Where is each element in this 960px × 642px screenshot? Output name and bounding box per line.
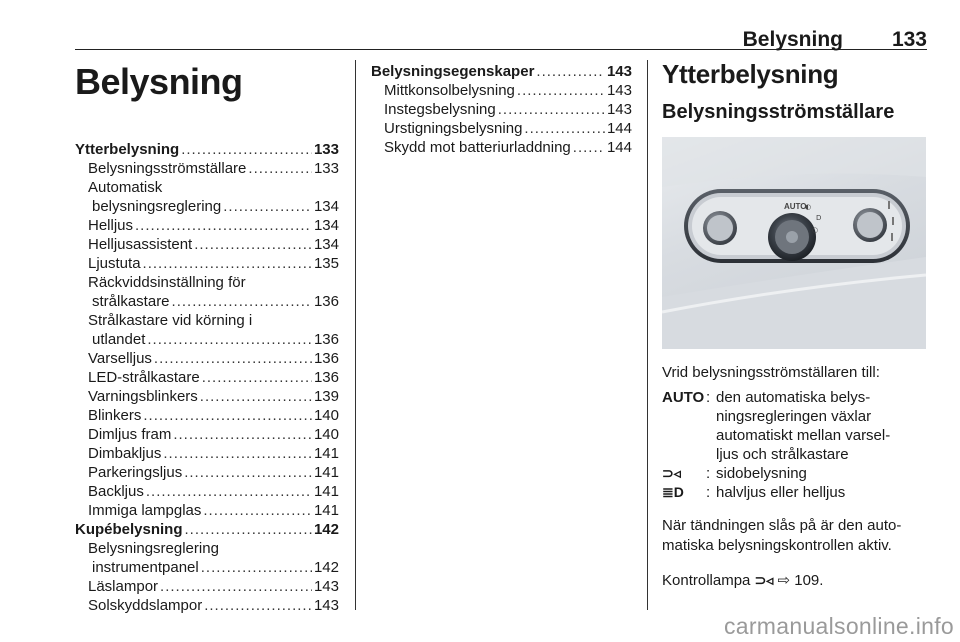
toc-entry[interactable] (75, 178, 339, 197)
section-heading: Ytterbelysning (662, 59, 839, 89)
column-1 (75, 62, 339, 615)
table-of-contents-continued (371, 62, 632, 157)
toc-leader-dots (181, 140, 312, 159)
toc-entry[interactable] (75, 596, 339, 615)
toc-entry[interactable] (75, 311, 339, 330)
toc-entry-title: Belysningsströmställare (88, 160, 247, 177)
toc-entry-title: Solskyddslampor (88, 597, 203, 614)
svg-text:◐: ◐ (805, 203, 812, 211)
switch-positions-list (662, 388, 926, 502)
toc-entry-page: 139 (313, 388, 339, 405)
toc-entry-title: Strålkastare vid körning i (88, 312, 253, 329)
toc-leader-dots (203, 501, 312, 520)
definition-value: halvljus eller helljus (716, 484, 846, 501)
toc-entry-title: Helljusassistent (88, 236, 193, 253)
toc-entry-title: Helljus (88, 217, 134, 234)
toc-entry-page: 134 (313, 236, 339, 253)
toc-leader-dots (173, 425, 312, 444)
toc-leader-dots (147, 330, 312, 349)
subsection-heading: Belysningsströmställare (662, 101, 895, 123)
toc-entry-page: 141 (313, 502, 339, 519)
toc-entry[interactable] (371, 100, 632, 119)
toc-entry-page: 143 (606, 63, 632, 80)
toc-entry-title: Räckviddsinställning för (88, 274, 246, 291)
toc-entry-page: 142 (313, 559, 339, 576)
toc-entry-title: LED-strålkastare (88, 369, 200, 386)
toc-leader-dots (154, 349, 312, 368)
toc-leader-dots (184, 463, 312, 482)
toc-entry[interactable] (75, 501, 339, 520)
toc-entry-page: 143 (313, 578, 339, 595)
column-divider (647, 60, 648, 610)
toc-entry-title: instrumentpanel (92, 559, 199, 576)
parking-lights-icon: ⊃◃ (662, 465, 681, 481)
toc-entry[interactable] (75, 387, 339, 406)
toc-leader-dots (143, 406, 312, 425)
toc-entry[interactable] (75, 254, 339, 273)
indicator-reference: Kontrollampa ⊃◃ ⇨ 109. (662, 572, 824, 589)
definition-auto: AUTO : den automatiska belys- ningsregleringen växlar automatiskt mellan varsel- ljus och strålkastare (662, 388, 926, 464)
toc-entry[interactable] (75, 140, 339, 159)
toc-entry[interactable] (371, 138, 632, 157)
toc-entry-title: Skydd mot batteriurladdning (384, 139, 571, 156)
toc-entry-page: 136 (313, 293, 339, 310)
chapter-title: Belysning (75, 61, 243, 102)
toc-entry-title: Dimljus fram (88, 426, 172, 443)
svg-text:D: D (816, 214, 822, 222)
definition-low-beam: ≣D : halvljus eller helljus (662, 483, 926, 502)
toc-entry[interactable] (371, 119, 632, 138)
watermark: carmanualsonline.info (723, 613, 954, 639)
toc-leader-dots (524, 119, 605, 138)
toc-leader-dots (143, 254, 312, 273)
toc-entry-page: 140 (313, 426, 339, 443)
toc-entry[interactable] (75, 216, 339, 235)
toc-entry-title: Belysningsegenskaper (371, 63, 535, 80)
toc-leader-dots (573, 138, 605, 157)
toc-entry-title: Parkeringsljus (88, 464, 183, 481)
reference-arrow-icon: ⇨ (777, 572, 791, 589)
toc-leader-dots (160, 577, 312, 596)
toc-entry[interactable] (75, 520, 339, 539)
column-divider (355, 60, 356, 610)
toc-entry[interactable] (75, 577, 339, 596)
toc-entry[interactable] (75, 539, 339, 558)
toc-entry[interactable] (75, 463, 339, 482)
definition-key: AUTO (662, 389, 705, 406)
toc-entry[interactable] (371, 81, 632, 100)
toc-entry-page: 133 (313, 141, 339, 158)
toc-leader-dots (223, 197, 312, 216)
toc-leader-dots (517, 81, 605, 100)
toc-entry-title: Dimbakljus (88, 445, 162, 462)
toc-leader-dots (201, 558, 312, 577)
toc-entry-page: 134 (313, 217, 339, 234)
toc-entry-title: Varselljus (88, 350, 152, 367)
toc-leader-dots (536, 62, 605, 81)
toc-entry-page: 136 (313, 350, 339, 367)
page-header (75, 28, 927, 50)
toc-entry-title: Backljus (88, 483, 144, 500)
toc-leader-dots (248, 159, 312, 178)
toc-leader-dots (194, 235, 312, 254)
toc-entry-page: 140 (313, 407, 339, 424)
toc-entry-title: Ytterbelysning (75, 141, 180, 158)
definition-value: den automatiska belys- ningsregleringen växlar automatiskt mellan varsel- ljus och strålkastare (716, 389, 891, 463)
toc-entry-page: 135 (313, 255, 339, 272)
toc-entry[interactable] (75, 406, 339, 425)
light-switch-illustration (662, 137, 926, 349)
toc-entry-title: Instegsbelysning (384, 101, 496, 118)
toc-leader-dots (172, 292, 312, 311)
toc-entry[interactable] (75, 273, 339, 292)
toc-entry-page: 143 (606, 101, 632, 118)
toc-entry[interactable] (75, 197, 339, 216)
switch-auto-label: AUTO (784, 202, 807, 211)
toc-entry-title: Automatisk (88, 179, 163, 196)
toc-entry[interactable] (75, 482, 339, 501)
toc-entry[interactable] (75, 292, 339, 311)
low-beam-icon: ≣D (662, 484, 684, 500)
light-switch-photo (662, 137, 926, 349)
toc-entry-title: Kupébelysning (75, 521, 183, 538)
toc-entry-title: Mittkonsolbelysning (384, 82, 515, 99)
column-2 (371, 62, 632, 157)
header-page-number: 133 (891, 28, 927, 51)
toc-leader-dots (202, 368, 312, 387)
toc-entry[interactable] (75, 558, 339, 577)
toc-leader-dots (163, 444, 312, 463)
parking-lights-icon: ⊃◃ (754, 572, 774, 588)
toc-entry-page: 142 (313, 521, 339, 538)
definition-parking-lights: ⊃◃ : sidobelysning (662, 464, 926, 483)
toc-entry[interactable] (75, 349, 339, 368)
toc-entry[interactable] (371, 62, 632, 81)
toc-leader-dots (185, 520, 312, 539)
toc-entry-page: 141 (313, 464, 339, 481)
toc-entry-title: belysningsreglering (92, 198, 222, 215)
toc-entry-page: 143 (313, 597, 339, 614)
toc-entry-title: Belysningsreglering (88, 540, 219, 557)
toc-entry-page: 136 (313, 369, 339, 386)
toc-leader-dots (146, 482, 312, 501)
toc-entry[interactable] (75, 444, 339, 463)
intro-text: Vrid belysningsströmställaren till: (662, 364, 880, 381)
toc-entry-title: Immiga lampglas (88, 502, 202, 519)
column-3 (662, 59, 926, 591)
toc-entry-title: Urstigningsbelysning (384, 120, 523, 137)
page-reference-link[interactable]: 109. (794, 572, 824, 589)
toc-entry-page: 141 (313, 445, 339, 462)
table-of-contents (75, 140, 339, 615)
toc-leader-dots (200, 387, 312, 406)
toc-entry-page: 133 (313, 160, 339, 177)
toc-entry[interactable] (75, 235, 339, 254)
header-section-title: Belysning (742, 28, 843, 51)
definition-value: sidobelysning (716, 465, 807, 482)
toc-entry[interactable] (75, 330, 339, 349)
toc-leader-dots (498, 100, 605, 119)
toc-entry-page: 134 (313, 198, 339, 215)
toc-entry[interactable] (75, 368, 339, 387)
toc-entry-page: 144 (606, 120, 632, 137)
toc-entry-title: Ljustuta (88, 255, 141, 272)
toc-entry-page: 136 (313, 331, 339, 348)
toc-entry-title: Blinkers (88, 407, 142, 424)
toc-entry-title: Varningsblinkers (88, 388, 198, 405)
toc-entry[interactable] (75, 159, 339, 178)
toc-entry-page: 141 (313, 483, 339, 500)
ignition-note: När tändningen slås på är den auto- matiska belysningskontrollen aktiv. (662, 517, 902, 554)
toc-entry-title: Läslampor (88, 578, 159, 595)
toc-entry-title: strålkastare (92, 293, 170, 310)
toc-entry-page: 144 (606, 139, 632, 156)
toc-entry-title: utlandet (92, 331, 146, 348)
toc-entry-page: 143 (606, 82, 632, 99)
toc-leader-dots (135, 216, 312, 235)
toc-entry[interactable] (75, 425, 339, 444)
svg-text:○: ○ (812, 226, 819, 234)
toc-leader-dots (204, 596, 312, 615)
